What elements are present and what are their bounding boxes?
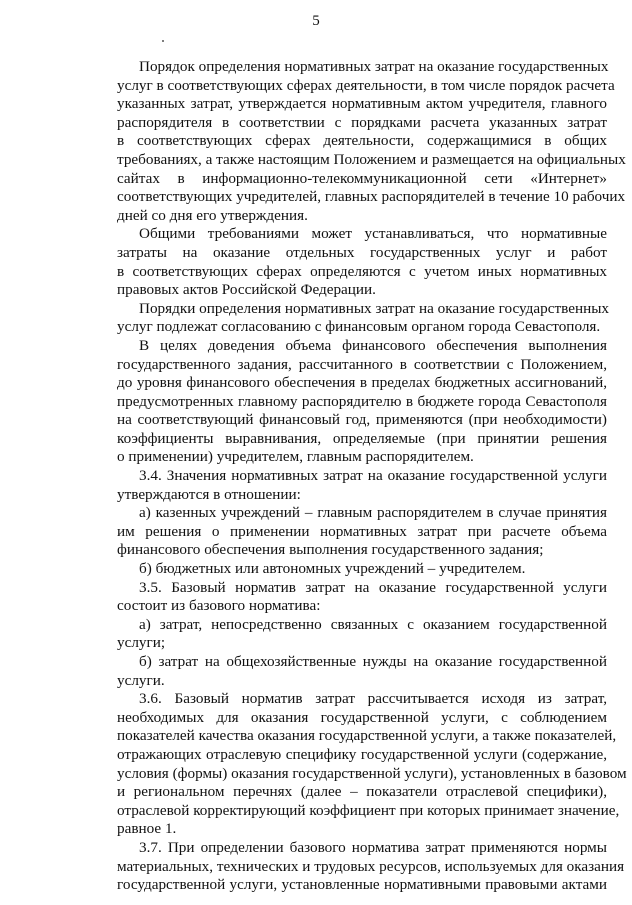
text-line: 3.6. Базовый норматив затрат рассчитывается исходя из затрат, xyxy=(139,690,607,708)
text-line: предусмотренных главному распорядителю в бюджете города Севастополя xyxy=(117,392,607,410)
text-line: 3.4. Значения нормативных затрат на оказание государственной услуги xyxy=(139,467,607,485)
text-line: государственного задания, рассчитанного в соответствии с Положением, xyxy=(117,355,607,373)
scan-dot-mark xyxy=(162,40,164,42)
text-line: Порядок определения нормативных затрат на оказание государственных xyxy=(139,58,609,75)
paragraph xyxy=(117,300,607,337)
paragraph xyxy=(117,58,626,225)
text-line: услуги; xyxy=(117,634,166,652)
text-line: б) затрат на общехозяйственные нужды на оказание государственной xyxy=(139,653,607,670)
paragraph xyxy=(117,225,607,299)
text-line: им решения о применении нормативных затрат при расчете объема xyxy=(117,522,607,540)
paragraph xyxy=(117,653,607,690)
text-line: требованиях, а также настоящим Положением и размещается на официальных xyxy=(117,150,626,168)
text-line: отраслевой корректирующий коэффициент при которых принимает значение, xyxy=(117,801,620,819)
text-line: указанных затрат, утверждается нормативным актом учредителя, главного xyxy=(117,95,607,113)
text-line: до уровня финансового обеспечения в пределах бюджетных ассигнований, xyxy=(117,374,607,392)
paragraph xyxy=(117,616,607,653)
text-line: условия (формы) оказания государственной услуги), установленных в базовом xyxy=(117,764,627,782)
text-line: распорядителя в соответствии с порядками расчета указанных затрат xyxy=(117,113,607,131)
text-line: услуг в соответствующих сферах деятельности, в том числе порядок расчета xyxy=(117,76,615,94)
text-line: 3.5. Базовый норматив затрат на оказание государственной услуги xyxy=(139,578,607,596)
text-line: коэффициенты выравнивания, определяемые (при принятии решения xyxy=(117,429,607,447)
text-line: В целях доведения объема финансового обеспечения выполнения xyxy=(139,336,607,354)
text-line: о применении) учредителем, главным распорядителем. xyxy=(117,448,474,466)
paragraph xyxy=(117,467,607,504)
paragraph xyxy=(117,504,607,560)
paragraph xyxy=(117,579,607,616)
paragraph xyxy=(117,690,627,839)
text-line: услуги. xyxy=(117,671,165,689)
text-line: и региональном перечнях (далее – показатели отраслевой специфики), xyxy=(117,783,607,801)
text-line: а) затрат, непосредственно связанных с оказанием государственной xyxy=(139,615,607,633)
text-line: правовых актов Российской Федерации. xyxy=(117,281,376,299)
text-line: в соответствующих сферах деятельности, содержащимися в общих xyxy=(117,132,607,150)
text-line: дней со дня его утверждения. xyxy=(117,206,308,224)
text-line: показателей качества оказания государственной услуги, а также показателей, xyxy=(117,727,617,745)
text-line: в соответствующих сферах определяются с учетом иных нормативных xyxy=(117,262,607,280)
text-line: на соответствующий финансовый год, применяются (при необходимости) xyxy=(117,411,607,429)
text-line: б) бюджетных или автономных учреждений – учредителем. xyxy=(139,560,526,578)
text-line: а) казенных учреждений – главным распорядителем в случае принятия xyxy=(139,504,607,522)
paragraph xyxy=(117,337,607,467)
text-line: необходимых для оказания государственной услуги, с соблюдением xyxy=(117,708,607,726)
page-number: 5 xyxy=(312,13,320,29)
text-line: сайтах в информационно-телекоммуникационной сети «Интернет» xyxy=(117,169,607,187)
paragraph xyxy=(117,560,607,579)
text-line: государственной услуги, установленные нормативными правовыми актами xyxy=(117,876,607,894)
text-line: утверждаются в отношении: xyxy=(117,485,301,503)
text-line: Общими требованиями может устанавливаться, что нормативные xyxy=(139,225,607,243)
text-line: финансового обеспечения выполнения государственного задания; xyxy=(117,541,544,559)
text-line: материальных, технических и трудовых ресурсов, используемых для оказания xyxy=(117,857,625,875)
text-line: Порядки определения нормативных затрат на оказание государственных xyxy=(139,299,609,317)
text-line: отражающих отраслевую специфику государственной услуги (содержание, xyxy=(117,745,607,763)
text-line: соответствующих учредителей, главных распорядителей в течение 10 рабочих xyxy=(117,188,626,206)
text-line: 3.7. При определении базового норматива затрат применяются нормы xyxy=(139,838,607,856)
text-line: затраты на оказание отдельных государственных услуг и работ xyxy=(117,243,607,261)
text-line: состоит из базового норматива: xyxy=(117,597,321,615)
text-line: равное 1. xyxy=(117,820,177,838)
document-body xyxy=(117,58,627,895)
paragraph xyxy=(117,838,625,895)
text-line: услуг подлежат согласованию с финансовым органом города Севастополя. xyxy=(117,318,601,336)
